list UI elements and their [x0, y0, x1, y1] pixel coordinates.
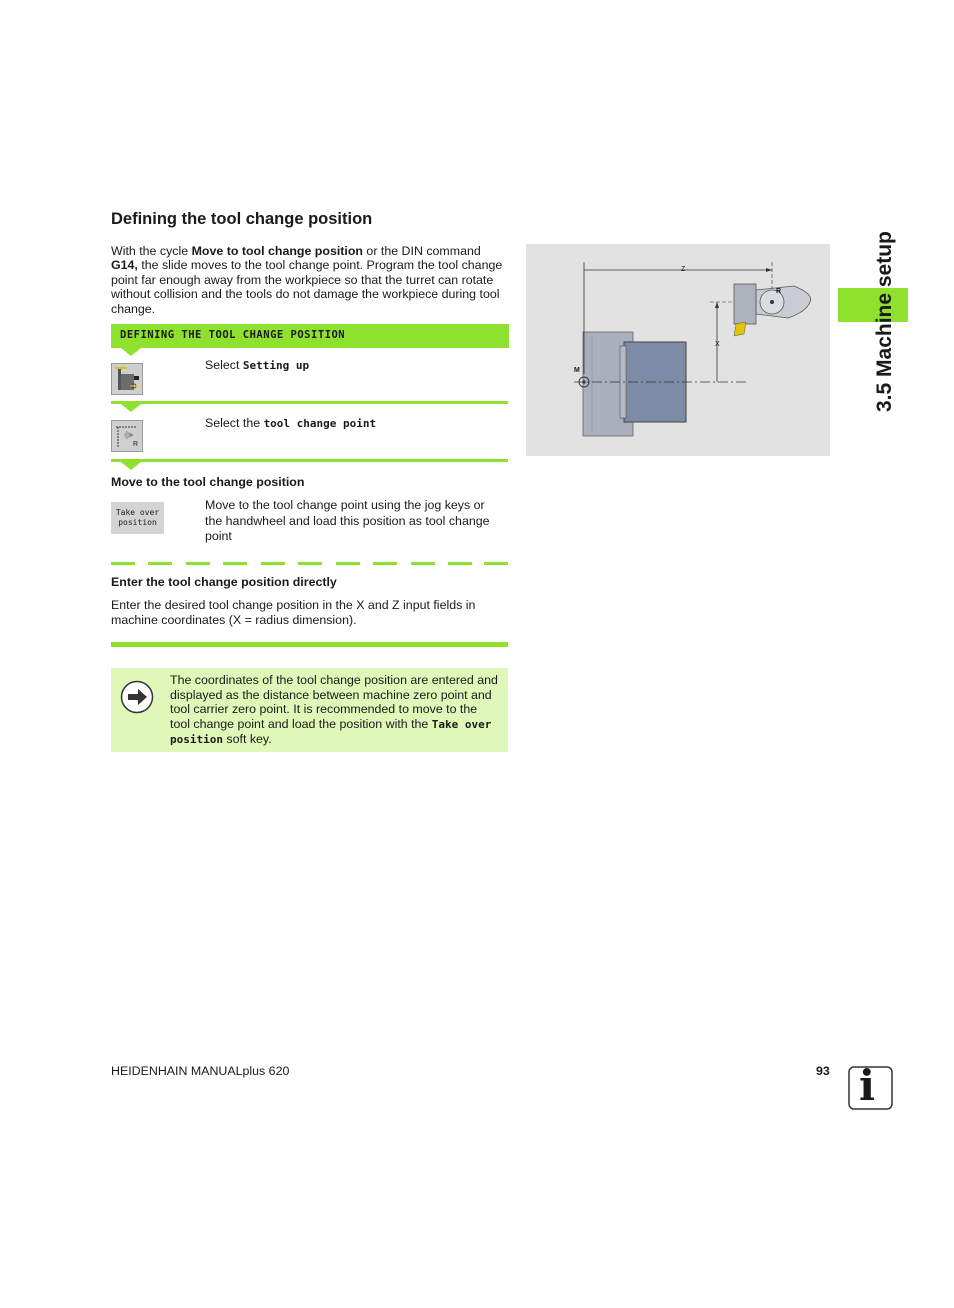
procedure-header-label: DEFINING THE TOOL CHANGE POSITION [120, 329, 346, 341]
step-2-text [205, 416, 376, 431]
note-code: Take over position [170, 717, 492, 746]
move-section-title: Move to the tool change position [111, 475, 305, 489]
tool-change-point-icon [111, 420, 143, 452]
step-arrow-icon [121, 462, 141, 470]
chapter-side-title: 3.5 Machine setup [873, 231, 896, 412]
softkey-line-2: position [118, 518, 157, 527]
intro-bold-cycle: Move to tool change position [191, 244, 363, 258]
intro-bold-g14: G14, [111, 258, 138, 273]
enter-section-title: Enter the tool change position directly [111, 575, 337, 589]
intro-paragraph [111, 244, 506, 316]
enter-section-text: Enter the desired tool change position in the X and Z input fields in machine coordinates (X = radius dimension). [111, 598, 476, 627]
note-text-1: The coordinates of the tool change position are entered and displayed as the distance between machine zero point and tool carrier zero point. It is recommended to move to the tool change point and load the position with the [170, 673, 498, 731]
intro-text-3: the slide moves to the tool change point. Program the tool change point far enough away from the workpiece so that the turret can rotate without collision and the tools do not damage the workpiece during tool change. [111, 258, 503, 316]
info-icon [848, 1061, 893, 1110]
softkey-line-1: Take over [115, 508, 160, 517]
figure-label-z: Z [681, 266, 686, 273]
icon-label-r: R [133, 441, 139, 448]
page-number: 93 [816, 1064, 830, 1078]
note-text-2: soft key. [222, 732, 272, 746]
figure-label-m: M [574, 367, 580, 374]
tool-change-figure [526, 244, 830, 456]
footer-product-name: HEIDENHAIN MANUALplus 620 [111, 1064, 290, 1078]
section-end-bar [111, 642, 508, 647]
step-arrow-icon [121, 404, 141, 412]
step-2-code: tool change point [263, 417, 377, 430]
step-arrow-icon [121, 348, 141, 356]
step-divider [111, 401, 508, 404]
section-title: Defining the tool change position [111, 210, 373, 228]
intro-text-1: With the cycle [111, 244, 192, 258]
setting-up-icon [111, 363, 143, 395]
intro-text-2: or the DIN command [362, 244, 481, 258]
step-1-code: Setting up [242, 359, 310, 372]
move-section-text: Move to the tool change point using the jog keys or the handwheel and load this position as tool change point [205, 498, 490, 543]
figure-label-x: X [715, 341, 720, 348]
step-2-prefix: Select the [205, 416, 264, 430]
step-divider [111, 459, 508, 462]
dashed-divider [111, 562, 508, 566]
step-1-prefix: Select [205, 358, 243, 372]
arrow-right-icon [120, 680, 154, 714]
figure-label-r: R [776, 288, 782, 295]
info-glyph: i [859, 1061, 875, 1110]
tool-change-diagram [526, 244, 830, 456]
procedure-header-bar [111, 324, 509, 348]
step-1-text [205, 358, 309, 373]
take-over-position-softkey [111, 502, 164, 534]
note-text [170, 673, 500, 748]
